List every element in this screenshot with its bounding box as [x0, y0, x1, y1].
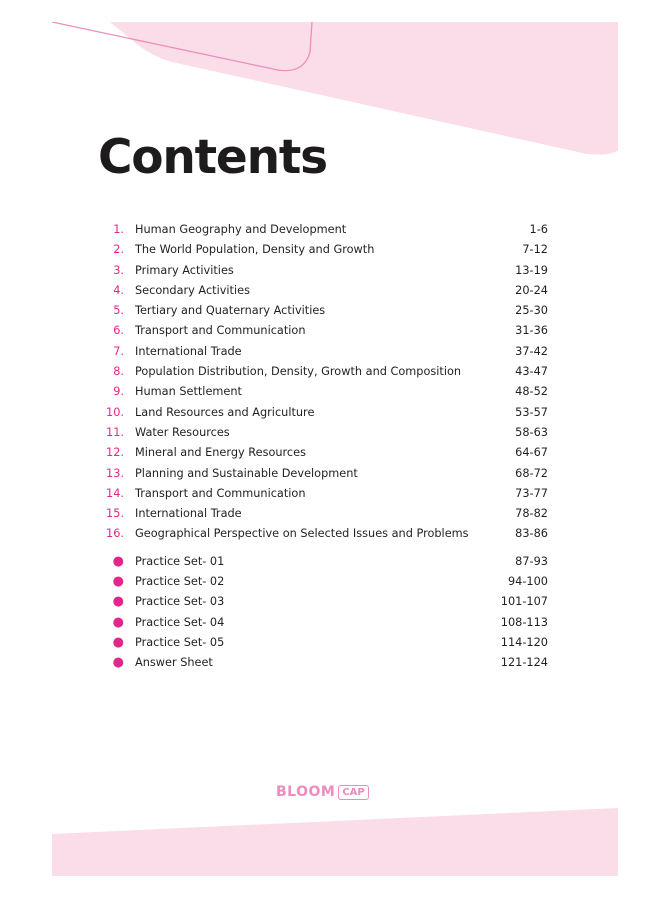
chapter-number: 7.: [113, 344, 124, 358]
toc-page-range: 13-19: [515, 263, 548, 277]
toc-extra-row: [98, 592, 548, 612]
toc-entry-title: Land Resources and Agriculture: [135, 405, 315, 419]
toc-chapter-row: [98, 382, 548, 402]
toc-entry-title: Secondary Activities: [135, 283, 250, 297]
toc-page-range: 7-12: [522, 243, 548, 257]
toc-entry-title: Planning and Sustainable Development: [135, 466, 358, 480]
toc-page-range: 20-24: [515, 283, 548, 297]
toc-chapter-row: [98, 403, 548, 423]
logo-box-text: CAP: [338, 785, 368, 800]
page-title: Contents: [98, 130, 327, 185]
toc-page-range: 64-67: [515, 446, 548, 460]
toc-chapter-row: [98, 504, 548, 524]
bullet-icon: ●: [112, 553, 124, 569]
toc-entry-title: Practice Set- 04: [135, 615, 225, 629]
toc-chapter-row: [98, 261, 548, 281]
toc-entry-title: Practice Set- 03: [135, 595, 225, 609]
toc-page-range: 83-86: [515, 527, 548, 541]
toc-chapter-row: [98, 321, 548, 341]
toc-page-range: 78-82: [515, 507, 548, 521]
bullet-icon: ●: [112, 574, 124, 590]
toc-entry-title: International Trade: [135, 507, 242, 521]
toc-entry-title: The World Population, Density and Growth: [135, 243, 375, 257]
logo-wordmark: BLOOM: [276, 784, 336, 800]
toc-page-range: 121-124: [500, 656, 548, 670]
chapter-number: 1.: [113, 223, 124, 236]
toc-entry-title: Mineral and Energy Resources: [135, 446, 306, 460]
toc-page-range: 73-77: [515, 486, 548, 500]
chapter-number: 5.: [113, 304, 124, 318]
toc-entry-title: Practice Set- 05: [135, 635, 225, 649]
table-of-contents: [98, 220, 548, 674]
toc-entry-title: Tertiary and Quaternary Activities: [135, 304, 326, 318]
chapter-number: 4.: [113, 283, 124, 297]
toc-entry-title: Transport and Communication: [135, 486, 306, 500]
toc-extra-row: [98, 633, 548, 653]
toc-chapter-row: [98, 423, 548, 443]
chapter-number: 2.: [113, 243, 124, 257]
toc-chapter-row: [98, 220, 548, 240]
chapter-number: 10.: [106, 405, 124, 419]
chapter-number: 3.: [113, 263, 124, 277]
toc-chapter-row: [98, 484, 548, 504]
bullet-icon: ●: [112, 634, 124, 650]
toc-entry-title: Human Geography and Development: [135, 223, 347, 236]
toc-entry-title: Population Distribution, Density, Growth and Composition: [135, 365, 462, 379]
toc-page-range: 87-93: [515, 554, 548, 568]
chapter-number: 11.: [106, 425, 124, 439]
toc-chapter-row: [98, 524, 548, 544]
toc-entry-title: International Trade: [135, 344, 242, 358]
toc-page-range: 25-30: [515, 304, 548, 318]
publisher-logo: [276, 782, 369, 802]
toc-chapter-row: [98, 281, 548, 301]
chapter-number: 14.: [106, 486, 124, 500]
toc-page-range: 108-113: [500, 615, 548, 629]
toc-page-range: 53-57: [515, 405, 548, 419]
toc-page-range: 68-72: [515, 466, 548, 480]
toc-extra-row: [98, 653, 548, 673]
toc-extra-row: [98, 613, 548, 633]
chapter-number: 12.: [106, 446, 124, 460]
toc-entry-title: Water Resources: [135, 425, 230, 439]
toc-entry-title: Primary Activities: [135, 263, 234, 277]
bullet-icon: ●: [112, 655, 124, 671]
toc-extra-row: [98, 552, 548, 572]
bullet-icon: ●: [112, 614, 124, 630]
toc-page-range: 94-100: [507, 575, 548, 589]
chapter-number: 16.: [106, 527, 124, 541]
toc-chapter-row: [98, 362, 548, 382]
toc-entry-title: Human Settlement: [135, 385, 242, 399]
toc-extra-row: [98, 572, 548, 592]
toc-entry-title: Transport and Communication: [135, 324, 306, 338]
chapter-number: 8.: [113, 365, 124, 379]
toc-page-range: 37-42: [515, 344, 548, 358]
toc-section-gap: [98, 545, 548, 552]
bullet-icon: ●: [112, 594, 124, 610]
toc-entry-title: Practice Set- 02: [135, 575, 225, 589]
toc-page-range: 43-47: [515, 365, 548, 379]
toc-entry-title: Geographical Perspective on Selected Issues and Problems: [135, 527, 469, 541]
toc-page-range: 114-120: [500, 635, 548, 649]
document-page: [52, 22, 618, 876]
bottom-pink-band: [52, 808, 618, 876]
toc-entry-title: Answer Sheet: [135, 656, 213, 670]
chapter-number: 13.: [106, 466, 124, 480]
chapter-number: 9.: [113, 385, 124, 399]
toc-page-range: 58-63: [515, 425, 548, 439]
toc-chapter-row: [98, 240, 548, 260]
toc-chapter-row: [98, 342, 548, 362]
toc-page-range: 48-52: [515, 385, 548, 399]
toc-chapter-row: [98, 464, 548, 484]
toc-page-range: 1-6: [529, 223, 548, 236]
toc-page-range: 101-107: [500, 595, 548, 609]
chapter-number: 15.: [106, 507, 124, 521]
chapter-number: 6.: [113, 324, 124, 338]
toc-chapter-row: [98, 443, 548, 463]
toc-chapter-row: [98, 301, 548, 321]
toc-page-range: 31-36: [515, 324, 548, 338]
toc-entry-title: Practice Set- 01: [135, 554, 225, 568]
